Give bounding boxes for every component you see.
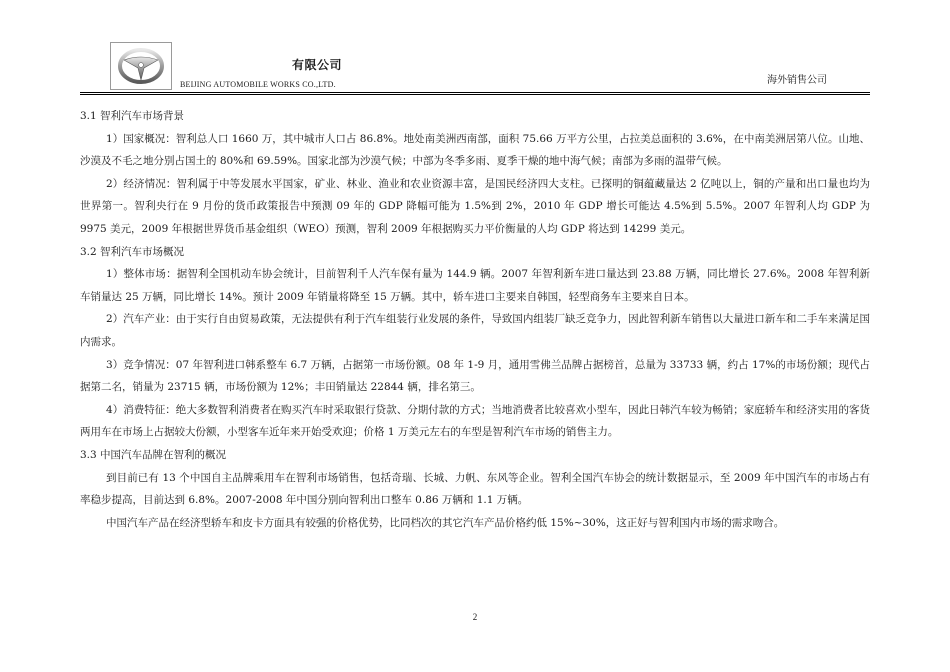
company-name-en: BEIJING AUTOMOBILE WORKS CO.,LTD. [180,80,336,89]
paragraph: 3）竞争情况：07 年智利进口韩系整车 6.7 万辆，占据第一市场份额。08 年 1-9 月，通用雪佛兰品牌占据榜首，总量为 33733 辆，约占 17%的市场份额；现代占据第二名，销量为 23715 辆，市场份额为 12%；丰田销量达 22844 辆，排名第三。 [80,358,870,394]
company-name-cn: 有限公司 [292,58,343,72]
section-heading: 3.2 智利汽车市场概况 [80,245,185,258]
header-divider [80,92,870,95]
baw-emblem-icon [111,43,171,89]
paragraph: 1）整体市场：据智利全国机动车协会统计，目前智利千人汽车保有量为 144.9 辆。2007 年智利新车进口量达到 23.88 万辆，同比增长 27.6%。2008 年智利新车销量达 25 万辆，同比增长 14%。预计 2009 年销量将降至 15 万辆。其中，轿车进口主要来自韩国，轻型商务车主要来自日本。 [80,268,870,303]
company-logo [110,42,172,90]
paragraph: 4）消费特征：绝大多数智利消费者在购买汽车时采取银行贷款、分期付款的方式；当地消费者比较喜欢小型车，因此日韩汽车较为畅销；家庭轿车和经济实用的客货两用车在市场上占据较大份额，小型客车近年来开始受欢迎；价格 1 万美元左右的车型是智利汽车市场的销售主力。 [80,403,870,439]
paragraph: 2）汽车产业：由于实行自由贸易政策，无法提供有利于汽车组装行业发展的条件，导致国内组装厂缺乏竞争力，因此智利新车销售以大量进口新车和二手车来满足国内需求。 [80,313,870,348]
paragraph: 1）国家概况：智利总人口 1660 万，其中城市人口占 86.8%。地处南美洲西南部，面积 75.66 万平方公里，占拉美总面积的 3.6%，在中南美洲居第八位。山地、沙漠及不毛之地分别占国土的 80%和 69.59%。国家北部为沙漠气候；中部为冬季多雨、夏季干燥的地中海气候；南部为多雨的温带气候。 [80,132,870,168]
page-number: 2 [472,612,478,622]
paragraph: 2）经济情况：智利属于中等发展水平国家，矿业、林业、渔业和农业资源丰富，是国民经济四大支柱。已探明的铜蕴藏量达 2 亿吨以上，铜的产量和出口量也均为世界第一。智利央行在 9 月份的货币政策报告中预测 09 年的 GDP 降幅可能为 1.5%到 2%，2010 年 GDP 增长可能达 4.5%到 5.5%。2007 年智利人均 GDP 为 9975 美元，2009 年根据世界货币基金组织（WEO）预测，智利 2009 年根据购买力平价衡量的人均 GDP 将达到 14299 美元。 [80,177,870,235]
paragraph: 到目前已有 13 个中国自主品牌乘用车在智利市场销售，包括奇瑞、长城、力帆、东风等企业。智利全国汽车协会的统计数据显示，至 2009 年中国汽车的市场占有率稳步提高，目前达到 6.8%。2007-2008 年中国分别向智利出口整车 0.86 万辆和 1.1 万辆。 [80,471,870,507]
paragraph: 中国汽车产品在经济型轿车和皮卡方面具有较强的价格优势，比同档次的其它汽车产品价格约低 15%~30%，这正好与智利国内市场的需求吻合。 [106,516,785,529]
document-body [80,105,870,534]
department-label: 海外销售公司 [767,75,827,86]
page-header [0,0,950,96]
section-heading: 3.1 智利汽车市场背景 [80,110,185,122]
section-heading: 3.3 中国汽车品牌在智利的概况 [80,448,227,461]
